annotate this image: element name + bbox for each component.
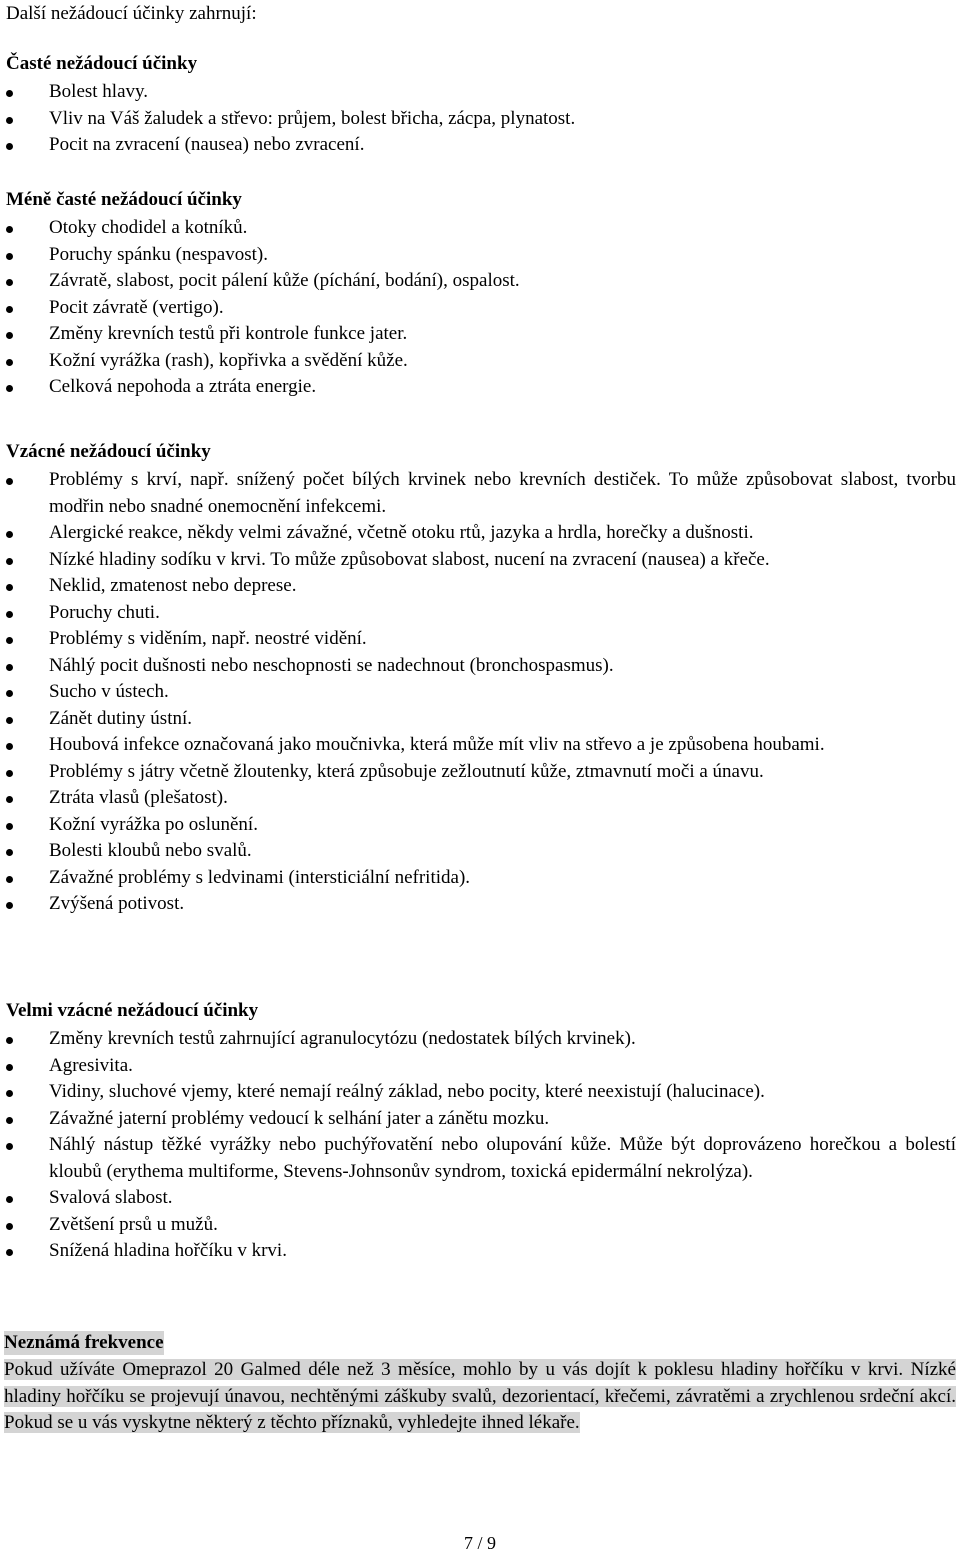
bullet-icon: [6, 306, 13, 313]
section-common: [0, 52, 960, 159]
list-item: Náhlý nástup těžké vyrážky nebo puchýřovatění nebo olupování kůže. Může být doprovázeno horečkou a bolestí kloubů (erythema multiforme, Stevens-Johnsonův syndrom, toxická epidermální nekrolýza).: [0, 1132, 960, 1185]
bullet-icon: [6, 1223, 13, 1230]
list-item: Svalová slabost.: [0, 1185, 960, 1212]
bullet-icon: [6, 823, 13, 830]
bullet-icon: [6, 90, 13, 97]
bullet-icon: [6, 1196, 13, 1203]
list-common: [0, 79, 960, 159]
bullet-icon: [6, 359, 13, 366]
list-item: Problémy s krví, např. snížený počet bílých krvinek nebo krevních destiček. To může způsobovat slabost, tvorbu modřin nebo snadné onemocnění infekcemi.: [0, 467, 960, 520]
list-item: Kožní vyrážka po oslunění.: [0, 812, 960, 839]
section-heading-uncommon: Méně časté nežádoucí účinky: [6, 189, 242, 210]
bullet-icon: [6, 849, 13, 856]
list-item: Problémy s játry včetně žloutenky, která způsobuje zežloutnutí kůže, ztmavnutí moči a únavu.: [0, 759, 960, 786]
bullet-icon: [6, 1090, 13, 1097]
bullet-icon: [6, 876, 13, 883]
list-item: Změny krevních testů při kontrole funkce jater.: [0, 321, 960, 348]
bullet-icon: [6, 385, 13, 392]
bullet-icon: [6, 743, 13, 750]
unknown-frequency-text: Pokud užíváte Omeprazol 20 Galmed déle než 3 měsíce, mohlo by u vás dojít k poklesu hladiny hořčíku v krvi. Nízké hladiny hořčíku se projevují únavou, nechtěnými záškuby svalů, dezorientací, křečemi, závratěmi a zrychlenou srdeční akcí. Pokud se u vás vyskytne některý z těchto příznaků, vyhledejte ihned lékaře.: [4, 1359, 956, 1433]
list-very-rare: [0, 1026, 960, 1265]
section-heading-common: Časté nežádoucí účinky: [6, 53, 198, 74]
section-heading-rare: Vzácné nežádoucí účinky: [6, 441, 211, 462]
bullet-icon: [6, 690, 13, 697]
bullet-icon: [6, 478, 13, 485]
bullet-icon: [6, 611, 13, 618]
section-heading-unknown: Neznámá frekvence: [4, 1332, 164, 1353]
list-item: Nízké hladiny sodíku v krvi. To může způsobovat slabost, nucení na zvracení (nausea) a křeče.: [0, 547, 960, 574]
list-item: Otoky chodidel a kotníků.: [0, 215, 960, 242]
list-item: Houbová infekce označovaná jako moučnivka, která může mít vliv na střevo a je způsobena houbami.: [0, 732, 960, 759]
bullet-icon: [6, 279, 13, 286]
bullet-icon: [6, 1037, 13, 1044]
bullet-icon: [6, 770, 13, 777]
list-item: Závažné problémy s ledvinami (intersticiální nefritida).: [0, 865, 960, 892]
bullet-icon: [6, 253, 13, 260]
list-item: Zvýšená potivost.: [0, 891, 960, 918]
bullet-icon: [6, 717, 13, 724]
list-item: Poruchy spánku (nespavost).: [0, 242, 960, 269]
bullet-icon: [6, 531, 13, 538]
bullet-icon: [6, 332, 13, 339]
bullet-icon: [6, 637, 13, 644]
list-item: Celková nepohoda a ztráta energie.: [0, 374, 960, 401]
list-item: Pocit závratě (vertigo).: [0, 295, 960, 322]
section-uncommon: [0, 188, 960, 401]
list-item: Sucho v ústech.: [0, 679, 960, 706]
bullet-icon: [6, 902, 13, 909]
list-item: Neklid, zmatenost nebo deprese.: [0, 573, 960, 600]
list-item: Zvětšení prsů u mužů.: [0, 1212, 960, 1239]
bullet-icon: [6, 117, 13, 124]
list-item: Ztráta vlasů (plešatost).: [0, 785, 960, 812]
list-rare: [0, 467, 960, 918]
bullet-icon: [6, 143, 13, 150]
section-very-rare: [0, 999, 960, 1265]
section-rare: [0, 440, 960, 918]
list-item: Alergické reakce, někdy velmi závažné, včetně otoku rtů, jazyka a hrdla, horečky a dušnosti.: [0, 520, 960, 547]
bullet-icon: [6, 226, 13, 233]
section-unknown-frequency: [0, 1331, 960, 1437]
list-item: Bolest hlavy.: [0, 79, 960, 106]
intro-text: Další nežádoucí účinky zahrnují:: [6, 3, 257, 24]
list-item: Vliv na Váš žaludek a střevo: průjem, bolest břicha, zácpa, plynatost.: [0, 106, 960, 133]
list-item: Poruchy chuti.: [0, 600, 960, 627]
section-heading-very-rare: Velmi vzácné nežádoucí účinky: [6, 1000, 259, 1021]
list-item: Problémy s viděním, např. neostré vidění.: [0, 626, 960, 653]
bullet-icon: [6, 1117, 13, 1124]
bullet-icon: [6, 558, 13, 565]
list-item: Bolesti kloubů nebo svalů.: [0, 838, 960, 865]
list-item: Pocit na zvracení (nausea) nebo zvracení.: [0, 132, 960, 159]
unknown-frequency-paragraph: [4, 1357, 956, 1437]
list-item: Vidiny, sluchové vjemy, které nemají reálný základ, nebo pocity, které neexistují (halucinace).: [0, 1079, 960, 1106]
bullet-icon: [6, 1064, 13, 1071]
bullet-icon: [6, 584, 13, 591]
bullet-icon: [6, 1143, 13, 1150]
list-item: Závažné jaterní problémy vedoucí k selhání jater a zánětu mozku.: [0, 1106, 960, 1133]
list-item: Agresivita.: [0, 1053, 960, 1080]
list-item: Snížená hladina hořčíku v krvi.: [0, 1238, 960, 1265]
list-item: Náhlý pocit dušnosti nebo neschopnosti se nadechnout (bronchospasmus).: [0, 653, 960, 680]
list-item: Zánět dutiny ústní.: [0, 706, 960, 733]
list-item: Změny krevních testů zahrnující agranulocytózu (nedostatek bílých krvinek).: [0, 1026, 960, 1053]
bullet-icon: [6, 664, 13, 671]
list-item: Kožní vyrážka (rash), kopřivka a svědění kůže.: [0, 348, 960, 375]
list-uncommon: [0, 215, 960, 401]
page-number: 7 / 9: [463, 1533, 496, 1553]
bullet-icon: [6, 1249, 13, 1256]
list-item: Závratě, slabost, pocit pálení kůže (píchání, bodání), ospalost.: [0, 268, 960, 295]
bullet-icon: [6, 796, 13, 803]
